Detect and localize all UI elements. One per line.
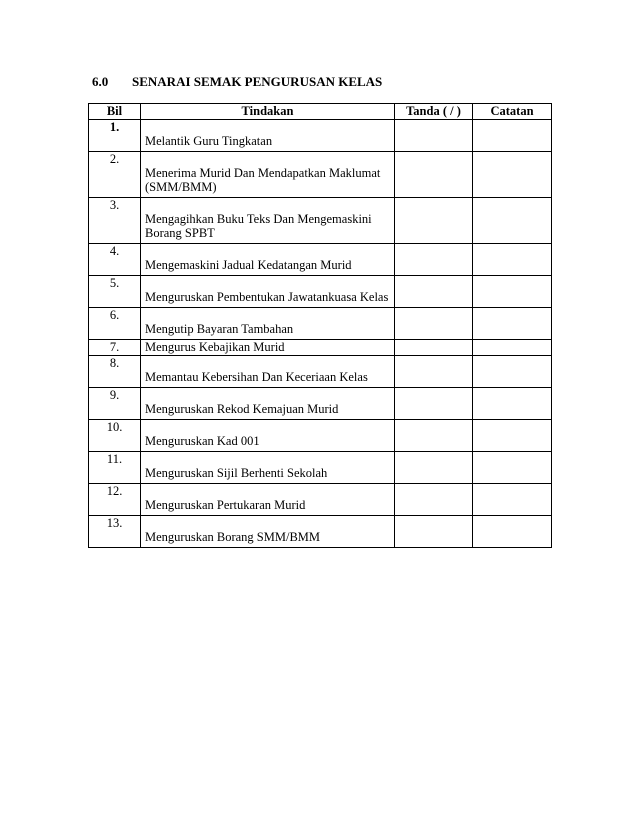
row-number: 1. — [89, 120, 141, 152]
row-action — [141, 152, 395, 198]
table-row — [89, 152, 552, 198]
row-action — [141, 420, 395, 452]
table-row — [89, 198, 552, 244]
row-mark-cell[interactable] — [395, 388, 473, 420]
row-note-cell[interactable] — [473, 484, 552, 516]
row-note-cell[interactable] — [473, 452, 552, 484]
row-mark-cell[interactable] — [395, 276, 473, 308]
table-row — [89, 276, 552, 308]
row-note-cell[interactable] — [473, 356, 552, 388]
row-mark-cell[interactable] — [395, 420, 473, 452]
row-mark-cell[interactable] — [395, 484, 473, 516]
row-note-cell[interactable] — [473, 244, 552, 276]
row-number: 12. — [89, 484, 141, 516]
row-action-text: Menguruskan Pertukaran Murid — [145, 498, 306, 512]
row-action — [141, 356, 395, 388]
row-action-text: Mengutip Bayaran Tambahan — [145, 322, 294, 336]
row-action — [141, 244, 395, 276]
row-mark-cell[interactable] — [395, 340, 473, 356]
section-title: SENARAI SEMAK PENGURUSAN KELAS — [132, 74, 383, 89]
row-mark-cell[interactable] — [395, 244, 473, 276]
row-action-text: Menguruskan Pembentukan Jawatankuasa Kelas — [145, 290, 389, 304]
row-action — [141, 308, 395, 340]
row-action-text: Menguruskan Kad 001 — [145, 434, 260, 448]
row-note-cell[interactable] — [473, 516, 552, 548]
table-row — [89, 516, 552, 548]
header-bil: Bil — [89, 104, 141, 120]
row-action-text: Mengemaskini Jadual Kedatangan Murid — [145, 258, 352, 272]
row-mark-cell[interactable] — [395, 152, 473, 198]
row-number: 5. — [89, 276, 141, 308]
row-action — [141, 120, 395, 152]
table-row — [89, 308, 552, 340]
row-number: 9. — [89, 388, 141, 420]
row-action — [141, 484, 395, 516]
row-mark-cell[interactable] — [395, 516, 473, 548]
table-row — [89, 340, 552, 356]
table-header-row — [89, 104, 552, 120]
row-action — [141, 388, 395, 420]
table-row — [89, 452, 552, 484]
row-number: 8. — [89, 356, 141, 388]
row-number: 2. — [89, 152, 141, 198]
row-action — [141, 198, 395, 244]
row-action-text: Memantau Kebersihan Dan Keceriaan Kelas — [145, 370, 368, 384]
row-mark-cell[interactable] — [395, 308, 473, 340]
row-number: 6. — [89, 308, 141, 340]
row-note-cell[interactable] — [473, 152, 552, 198]
row-note-cell[interactable] — [473, 120, 552, 152]
row-action — [141, 516, 395, 548]
row-number: 11. — [89, 452, 141, 484]
row-note-cell[interactable] — [473, 308, 552, 340]
table-row — [89, 244, 552, 276]
row-note-cell[interactable] — [473, 388, 552, 420]
row-action-text: Mengagihkan Buku Teks Dan Mengemaskini Borang SPBT — [145, 212, 372, 240]
header-catatan: Catatan — [473, 104, 552, 120]
table-row — [89, 388, 552, 420]
table-row — [89, 484, 552, 516]
table-row — [89, 356, 552, 388]
table-row — [89, 420, 552, 452]
row-action-text: Melantik Guru Tingkatan — [145, 134, 273, 148]
row-number: 4. — [89, 244, 141, 276]
row-note-cell[interactable] — [473, 420, 552, 452]
row-number: 13. — [89, 516, 141, 548]
row-mark-cell[interactable] — [395, 120, 473, 152]
section-number: 6.0 — [92, 74, 109, 89]
row-action-text: Menguruskan Borang SMM/BMM — [145, 530, 321, 544]
row-action — [141, 340, 395, 356]
row-mark-cell[interactable] — [395, 452, 473, 484]
section-heading — [92, 74, 382, 90]
row-action — [141, 276, 395, 308]
row-action — [141, 452, 395, 484]
header-tanda: Tanda ( / ) — [395, 104, 473, 120]
row-action-text: Menguruskan Sijil Berhenti Sekolah — [145, 466, 328, 480]
row-action-text: Mengurus Kebajikan Murid — [145, 340, 285, 354]
row-number: 7. — [89, 340, 141, 356]
row-note-cell[interactable] — [473, 340, 552, 356]
header-tindakan: Tindakan — [141, 104, 395, 120]
row-action-text: Menerima Murid Dan Mendapatkan Maklumat (SMM/BMM) — [145, 166, 381, 194]
row-note-cell[interactable] — [473, 276, 552, 308]
table-row — [89, 120, 552, 152]
checklist-table — [88, 103, 552, 548]
row-number: 10. — [89, 420, 141, 452]
row-number: 3. — [89, 198, 141, 244]
row-mark-cell[interactable] — [395, 198, 473, 244]
row-action-text: Menguruskan Rekod Kemajuan Murid — [145, 402, 339, 416]
row-note-cell[interactable] — [473, 198, 552, 244]
row-mark-cell[interactable] — [395, 356, 473, 388]
